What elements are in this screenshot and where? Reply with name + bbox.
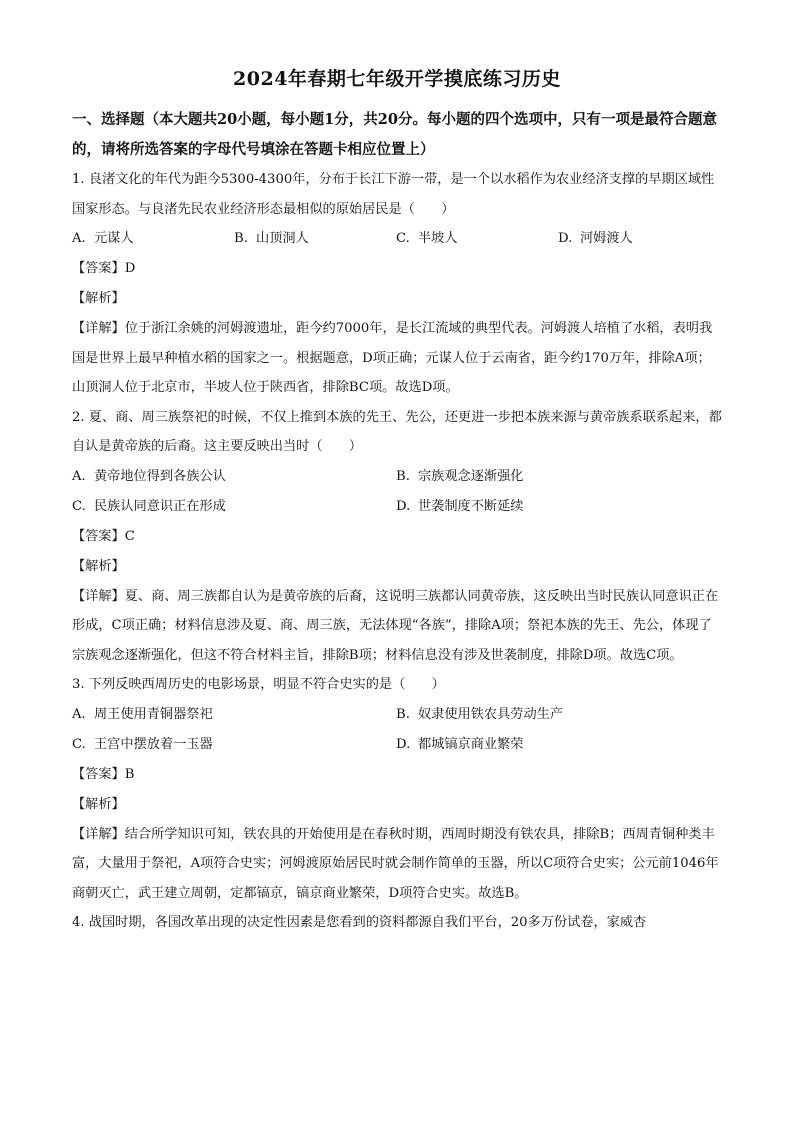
- analysis-label: 【解析】: [72, 796, 125, 812]
- option-c: C. 半坡人: [396, 231, 458, 246]
- option-a: A. 黄帝地位得到各族公认: [72, 468, 226, 484]
- answer-value: D: [124, 261, 136, 276]
- question-2: [72, 403, 722, 671]
- section-heading: 一、选择题（本大题共20小题，每小题1分，共20分。每小题的四个选项中，只有一项是最符合题意的，请将所选答案的字母代号填涂在答题卡相应位置上）: [72, 111, 717, 158]
- detail-text: 【详解】夏、商、周三族都自认为是黄帝族的后裔，这说明三族都认同黄帝族，这反映出当时民族认同意识正在形成，C项正确；材料信息涉及夏、商、周三族，无法体现“各族”，排除A项；祭祀本族的先王、先公，体现了宗族观念逐渐强化，但这不符合材料主旨，排除B项；材料信息没有涉及世袭制度，排除D项。故选C项。: [72, 588, 719, 663]
- option-a: A. 周王使用青铜器祭祀: [72, 706, 213, 722]
- option-d: D. 都城镐京商业繁荣: [396, 736, 524, 752]
- option-c: C. 王宫中摆放着一玉器: [72, 736, 213, 752]
- options-list: [72, 462, 722, 522]
- options-list: [72, 224, 722, 254]
- question-4-stem: 4. 战国时期，各国改革出现的决定性因素是您看到的资料都源自我们平台，20多万份试卷，家威杏: [72, 915, 647, 930]
- question-3: [72, 670, 722, 908]
- options-list: [72, 700, 722, 760]
- option-c: C. 民族认同意识正在形成: [72, 498, 226, 514]
- option-b: B. 宗族观念逐渐强化: [396, 468, 524, 484]
- detail-text: 【详解】位于浙江余姚的河姆渡遗址，距今约7000年，是长江流域的典型代表。河姆渡人培植了水稻，表明我国是世界上最早种植水稻的国家之一。根据题意，D项正确；元谋人位于云南省，距今约170万年，排除A项；山顶洞人位于北京市，半坡人位于陕西省，排除BC项。故选D项。: [72, 321, 713, 395]
- answer-line: 【答案】B: [72, 766, 135, 782]
- answer-value: C: [124, 528, 135, 544]
- detail-text: 【详解】结合所学知识可知，铁农具的开始使用是在春秋时期，西周时期没有铁农具，排除B；西周青铜种类丰富，大量用于祭祀，A项符合史实；河姆渡原始居民时就会制作简单的玉器，所以C项符合史实；公元前1046年商朝灭亡，武王建立周朝，定都镐京，镐京商业繁荣，D项符合史实。故选B。: [72, 826, 719, 901]
- option-b: B. 奴隶使用铁农具劳动生产: [396, 706, 564, 722]
- answer-line: 【答案】D: [72, 261, 136, 276]
- option-d: D. 世袭制度不断延续: [396, 498, 524, 514]
- option-d: D. 河姆渡人: [558, 231, 633, 246]
- page-title: 2024年春期七年级开学摸底练习历史: [233, 68, 561, 90]
- question-stem: 3. 下列反映西周历史的电影场景，明显不符合史实的是（ ）: [72, 677, 445, 692]
- question-stem: 1. 良渚文化的年代为距今5300-4300年，分布于长江下游一带，是一个以水稻作为农业经济支撑的早期区域性国家形态。与良渚先民农业经济形态最相似的原始居民是（ ）: [72, 172, 715, 217]
- analysis-label: 【解析】: [72, 558, 125, 574]
- question-1: [72, 165, 722, 403]
- question-stem: 2. 夏、商、周三族祭祀的时候，不仅上推到本族的先王、先公，还更进一步把本族来源与黄帝族系联系起来，都自认是黄帝族的后裔。这主要反映出当时（ ）: [72, 409, 722, 454]
- answer-line: 【答案】C: [72, 528, 135, 544]
- analysis-label: 【解析】: [72, 291, 125, 306]
- answer-value: B: [124, 766, 135, 782]
- option-a: A. 元谋人: [72, 231, 134, 246]
- option-b: B. 山顶洞人: [234, 231, 309, 246]
